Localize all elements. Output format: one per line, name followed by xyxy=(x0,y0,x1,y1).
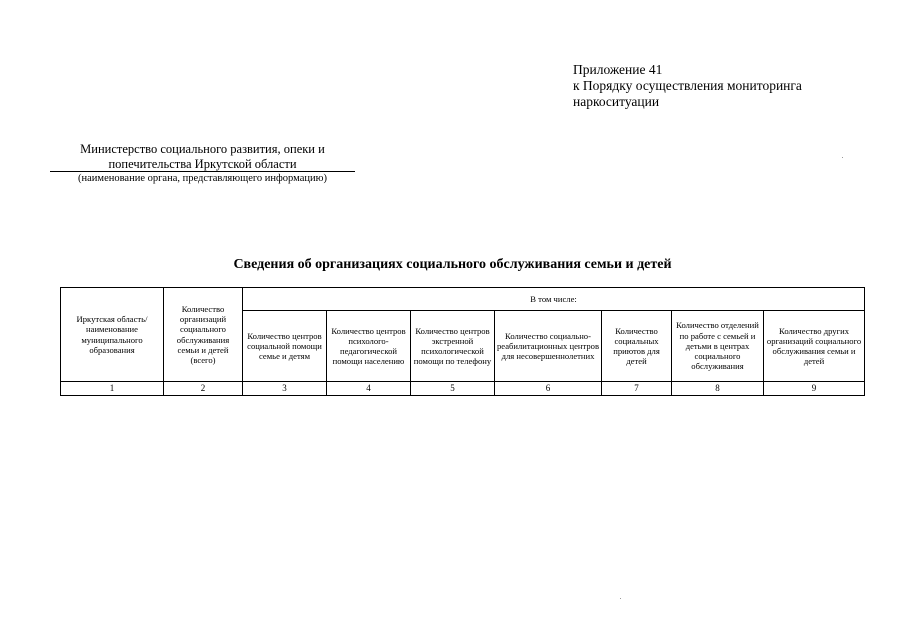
scan-speck xyxy=(620,598,621,599)
column-number: 1 xyxy=(61,382,164,396)
header-rehabilitation-centers: Количество социально-реабилитационных центров для несовершеннолетних xyxy=(495,311,602,382)
organization-name-line1: Министерство социального развития, опеки и xyxy=(80,142,325,156)
scan-speck xyxy=(842,157,843,158)
appendix-reference-cont: наркоситуации xyxy=(573,94,660,109)
column-number: 3 xyxy=(243,382,327,396)
column-number: 5 xyxy=(411,382,495,396)
column-number: 2 xyxy=(164,382,243,396)
organization-caption: (наименование органа, представляющего информацию) xyxy=(78,173,327,184)
header-including: В том числе: xyxy=(243,288,865,311)
column-number: 8 xyxy=(672,382,764,396)
header-family-help-centers: Количество центров социальной помощи семье и детям xyxy=(243,311,327,382)
header-total-organizations: Количество организаций социального обслуживания семьи и детей (всего) xyxy=(164,288,243,382)
appendix-header xyxy=(573,62,802,110)
header-other-organizations: Количество других организаций социального обслуживания семьи и детей xyxy=(764,311,865,382)
column-number: 4 xyxy=(327,382,411,396)
document-title: Сведения об организациях социального обслуживания семьи и детей xyxy=(233,257,672,272)
appendix-reference: к Порядку осуществления мониторинга xyxy=(573,78,802,93)
header-social-shelters: Количество социальных приютов для детей xyxy=(602,311,672,382)
header-emergency-phone-centers: Количество центров экстренной психологической помощи по телефону xyxy=(411,311,495,382)
appendix-number: Приложение 41 xyxy=(573,62,663,77)
header-family-departments: Количество отделений по работе с семьей и детьми в центрах социального обслуживания xyxy=(672,311,764,382)
column-number: 7 xyxy=(602,382,672,396)
data-table xyxy=(60,287,865,396)
header-region: Иркутская область/ наименование муниципального образования xyxy=(61,288,164,382)
organization-block xyxy=(50,142,355,185)
organization-name-line2: попечительства Иркутской области xyxy=(108,156,297,171)
column-number: 6 xyxy=(495,382,602,396)
header-psych-pedagogical-centers: Количество центров психолого-педагогической помощи населению xyxy=(327,311,411,382)
organization-underline xyxy=(50,171,355,172)
column-number: 9 xyxy=(764,382,865,396)
